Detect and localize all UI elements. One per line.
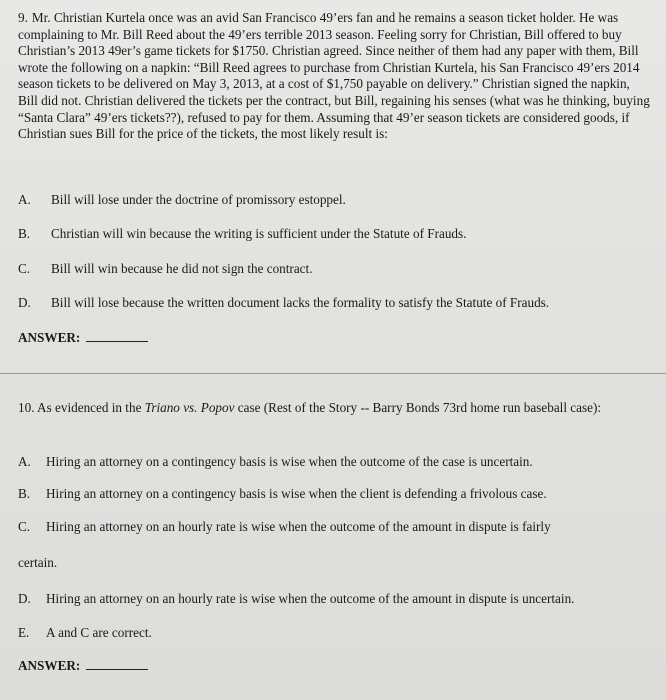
q9-answer-blank[interactable] [86,341,148,342]
q9-option-a-text: Bill will lose under the doctrine of promissory estoppel. [51,192,346,207]
q10-answer [18,658,148,674]
q10-option-e [18,625,152,641]
q10-option-c-continued [18,555,57,571]
q10-option-d-text: Hiring an attorney on an hourly rate is wise when the outcome of the amount in dispute is uncertain. [46,591,575,606]
q9-option-c-text: Bill will win because he did not sign the contract. [51,261,313,276]
q9-option-b-text: Christian will win because the writing is sufficient under the Statute of Frauds. [51,226,467,241]
q10-option-b-letter: B. [18,486,31,501]
q9-option-a [18,192,346,208]
q10-option-c [18,519,551,535]
q10-option-c-letter: C. [18,519,31,534]
q10-option-e-text: A and C are correct. [46,625,152,640]
q10-option-c-continued-text: certain. [18,555,58,570]
question-10-prefix: 10. As evidenced in the [18,400,145,415]
q9-answer [18,330,148,346]
q10-answer-blank[interactable] [86,669,148,670]
section-divider [0,373,666,374]
question-10-case-name: Triano vs. Popov [144,400,235,415]
question-9-number: 9. [18,10,28,25]
question-9 [18,10,652,143]
q9-option-b-letter: B. [18,226,31,241]
question-9-text [18,10,652,143]
q9-option-d-text: Bill will lose because the written document lacks the formality to satisfy the Statute of Frauds. [51,295,550,310]
question-10 [18,400,648,417]
q10-option-b [18,486,547,502]
q9-answer-label: ANSWER: [18,330,81,345]
q9-option-c [18,261,313,277]
q10-option-a-letter: A. [18,454,31,469]
q9-option-d [18,295,549,311]
q9-option-b [18,226,466,242]
q9-option-c-letter: C. [18,261,31,276]
question-10-suffix: case (Rest of the Story -- Barry Bonds 73rd home run baseball case): [234,400,602,415]
q10-option-a-text: Hiring an attorney on a contingency basis is wise when the outcome of the case is uncertain. [46,454,533,469]
q10-option-c-text: Hiring an attorney on an hourly rate is wise when the outcome of the amount in dispute is fairly [46,519,551,534]
q9-option-a-letter: A. [18,192,31,207]
q10-option-d-letter: D. [18,591,31,606]
q9-option-d-letter: D. [18,295,31,310]
q10-option-d [18,591,574,607]
question-9-stem: Mr. Christian Kurtela once was an avid San Francisco 49’ers fan and he remains a season ticket holder. He was complaining to Mr. Bill Reed about the 49’ers terrible 2013 season. Feeling sorry for Christian, Bill offered to buy Christian’s 2013 49er’s game tickets for $1750. Christian agreed. Since neither of them had any paper with them, Bill wrote the following on a napkin: “Bill Reed agrees to purchase from Christian Kurtela, his San Francisco 49’ers 2014 season tickets to be delivered on May 3, 2013, at a cost of $1,750 payable on delivery.” Christian signed the napkin, Bill did not. Christian delivered the tickets per the contract, but Bill, regaining his senses (what was he thinking, buying “Santa Clara” 49’ers tickets??), refused to pay for them. Assuming that 49’er season tickets are considered goods, if Christian sues Bill for the price of the tickets, the most likely result is: [18,10,650,142]
q10-answer-label: ANSWER: [18,658,81,673]
q10-option-e-letter: E. [18,625,30,640]
q10-option-b-text: Hiring an attorney on a contingency basis is wise when the client is defending a frivolous case. [46,486,547,501]
q10-option-a [18,454,533,470]
